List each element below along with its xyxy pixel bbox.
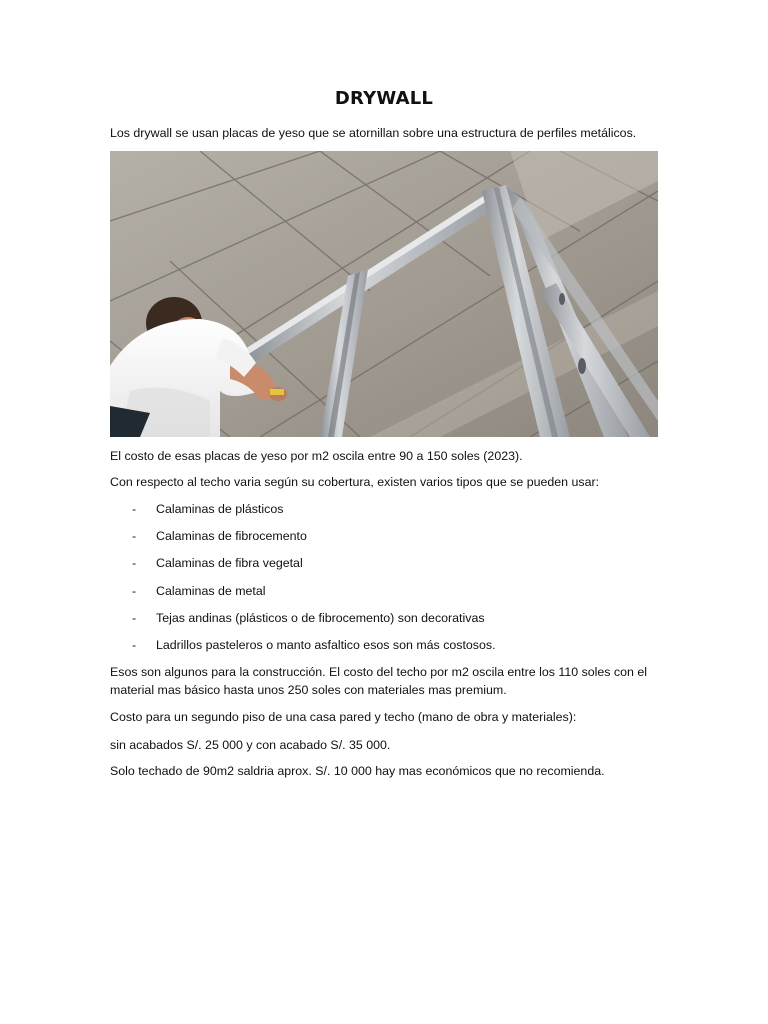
cost-placas-paragraph: El costo de esas placas de yeso por m2 oscila entre 90 a 150 soles (2023). — [110, 449, 523, 463]
drywall-photo-illustration — [110, 151, 658, 437]
techado-paragraph: Solo techado de 90m2 saldria aprox. S/. 10 000 hay mas económicos que no recomienda. — [110, 764, 605, 778]
list-bullet: - — [132, 637, 137, 652]
list-bullet: - — [132, 556, 137, 571]
segundo-piso-paragraph: Costo para un segundo piso de una casa pared y techo (mano de obra y materiales): — [110, 710, 577, 724]
list-item — [110, 527, 658, 554]
list-item — [110, 554, 658, 581]
list-bullet: - — [132, 529, 137, 544]
list-item-text: Ladrillos pasteleros o manto asfaltico esos son más costosos. — [156, 637, 496, 652]
intro-paragraph: Los drywall se usan placas de yeso que se atornillan sobre una estructura de perfiles metálicos. — [110, 126, 637, 140]
acabados-paragraph: sin acabados S/. 25 000 y con acabado S/. 35 000. — [110, 738, 391, 752]
list-item — [110, 500, 658, 527]
techo-intro-paragraph: Con respecto al techo varia según su cobertura, existen varios tipos que se pueden usar: — [110, 475, 600, 489]
list-item-text: Tejas andinas (plásticos o de fibrocemento) son decorativas — [156, 610, 485, 625]
list-item-text: Calaminas de fibrocemento — [156, 529, 307, 544]
list-item-text: Calaminas de plásticos — [156, 502, 284, 516]
list-item-text: Calaminas de fibra vegetal — [156, 556, 303, 571]
list-bullet: - — [132, 610, 137, 625]
list-item — [110, 582, 658, 609]
list-bullet: - — [132, 583, 137, 598]
list-bullet: - — [132, 502, 137, 516]
list-item — [110, 636, 658, 663]
techo-types-list — [110, 500, 658, 663]
costo-techo-paragraph: Esos son algunos para la construcción. El costo del techo por m2 oscila entre los 110 soles con el material mas básico hasta unos 250 soles con materiales mas premium. — [110, 665, 647, 697]
list-item — [110, 609, 658, 636]
drywall-photo — [110, 151, 658, 437]
document-title: DRYWALL — [334, 88, 434, 109]
list-item-text: Calaminas de metal — [156, 583, 266, 598]
